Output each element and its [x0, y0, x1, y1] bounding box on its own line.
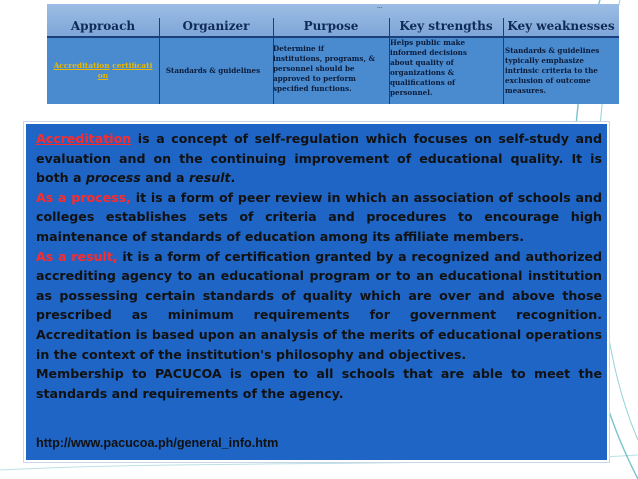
paragraph-definition: Accreditation is a concept of self-regulation which focuses on self-study and evaluation and on the continuing improvement of educational quality. It is both a process and a result. [36, 131, 602, 186]
header-key-strengths: Key strengths [399, 19, 493, 33]
paragraph-membership: Membership to PACUCOA is open to all schools that are able to meet the standards and requirements of the agency. [36, 366, 602, 401]
accreditation-link[interactable]: Accreditation [53, 61, 110, 70]
cell-approach [47, 38, 159, 104]
header-organizer: Organizer [182, 19, 250, 33]
cell-key-strengths: Helps public make informed decisions about quality of organizations & qualifications of personnel. [390, 38, 467, 97]
cell-purpose: Determine if institutions, programs, & personnel should be approved to perform specified functions. [273, 44, 375, 93]
cell-organizer: Standards & guidelines [165, 66, 261, 75]
source-url[interactable]: http://www.pacucoa.ph/general_info.htm [36, 436, 279, 450]
header-key-weaknesses: Key weaknesses [507, 19, 615, 33]
paragraph-process: As a process, it is a form of peer review in which an association of schools and colleges establishes sets of criteria and procedures to encourage high maintenance of standards of education among its affiliate members. [36, 189, 603, 244]
accreditation-term: Accreditation [36, 131, 132, 146]
paragraph-result: As a result, it is a form of certification granted by a recognized and authorized accrediting agency to an educational program or to an educational institution as possessing certain standards of quality which are over and above those prescribed as minimum requirements for government recognition. Accreditation is based upon an analysis of the merits of educational operations in the context of the institution's philosophy and objectives. [36, 248, 602, 362]
certification-link[interactable]: certificati [112, 61, 153, 70]
table-header-row: --- Approach Organizer Purpose Key strengths Key weaknesses [47, 4, 619, 38]
accreditation-text-box [24, 122, 609, 462]
certification-link-end[interactable]: on [97, 71, 109, 80]
result-label: As a result, [36, 248, 118, 264]
header-approach: Approach [70, 19, 136, 33]
process-label: As a process, [36, 189, 131, 205]
table-row [47, 38, 619, 104]
accreditation-description [36, 129, 602, 403]
cell-key-weaknesses: Standards & guidelines typically emphasize intrinsic criteria to the exclusion of outcome measures. [505, 46, 600, 95]
comparison-table [47, 4, 619, 104]
header-purpose: Purpose [303, 19, 359, 33]
